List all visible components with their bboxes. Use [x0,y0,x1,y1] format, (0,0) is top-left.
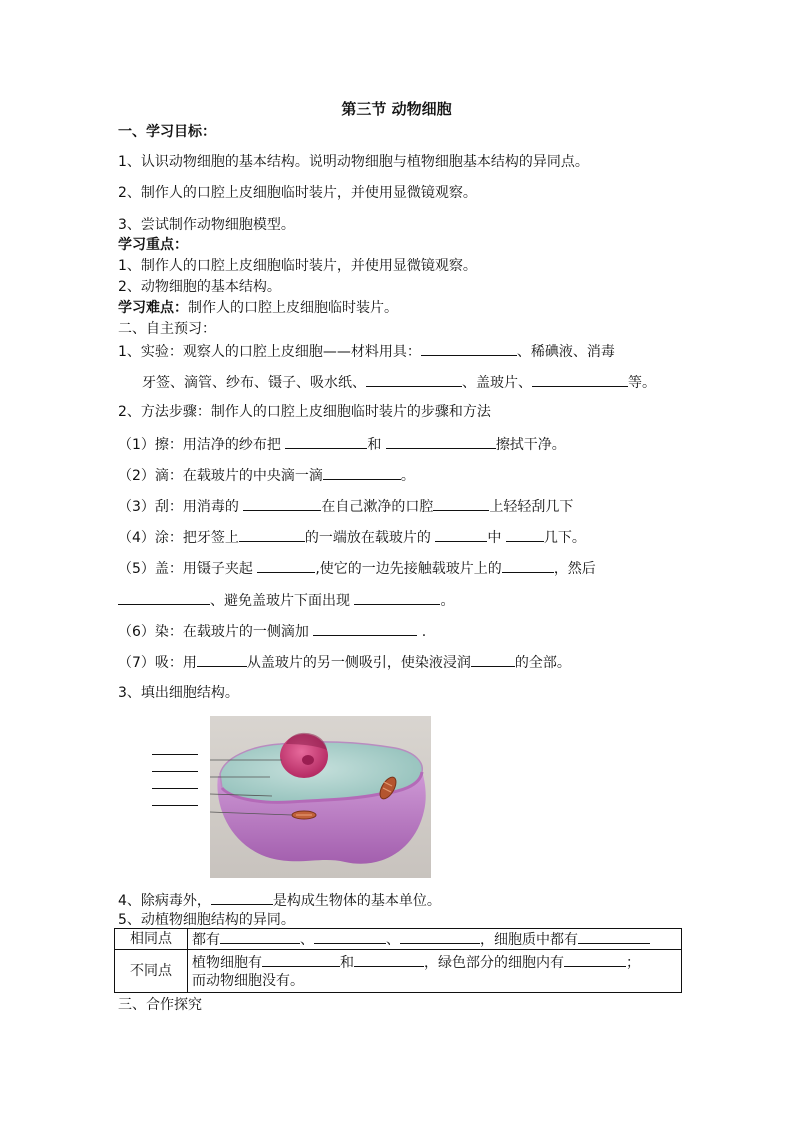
step-3-text-b: 在自己漱净的口腔 [321,499,434,515]
animal-cell-illustration [210,716,431,878]
blank-s2-1[interactable] [323,465,401,480]
q2-heading: 2、方法步骤：制作人的口腔上皮细胞临时装片的步骤和方法 [118,404,491,420]
diff-text-c: ，绿色部分的细胞内有 [424,955,564,971]
q1-text-b: 、稀碘液、消毒 [516,344,615,360]
same-text-b: 、 [300,932,314,948]
step-1-text-b: 和 [367,437,386,453]
step-7-text-c: 的全部。 [514,655,571,671]
step-5-line-1 [118,558,596,578]
animal-cell-diagram [210,716,431,878]
step-5-text-b: ,使它的一边先接触载玻片上的 [315,561,502,577]
blank-s5-1[interactable] [257,558,315,573]
q1-text-a: 1、实验：观察人的口腔上皮细胞——材料用具： [118,344,421,360]
blank-s7-2[interactable] [471,652,515,667]
blank-diff-2[interactable] [354,952,424,967]
blank-s5-4[interactable] [354,590,440,605]
diff-text-b: 和 [340,955,354,971]
q4-line [118,890,441,910]
blank-diff-3[interactable] [564,952,626,967]
goal-item-3: 3、尝试制作动物细胞模型。 [118,217,295,233]
step-3-text-a: （3）刮：用消毒的 [118,499,244,515]
goal-item-1: 1、认识动物细胞的基本结构。说明动物细胞与植物细胞基本结构的异同点。 [118,154,589,170]
difficulty-line [118,299,398,317]
key-points-heading: 学习重点： [118,237,188,253]
blank-s6-1[interactable] [313,621,417,636]
q1-text-e: 等。 [628,375,656,391]
blank-diff-1[interactable] [262,952,340,967]
blank-same-4[interactable] [578,929,650,944]
step-4-text-b: 的一端放在载玻片的 [304,530,436,546]
goal-item-2: 2、制作人的口腔上皮细胞临时装片，并使用显微镜观察。 [118,185,477,201]
diagram-label-blank-1[interactable] [152,754,198,755]
step-1-text-a: （1）擦：用洁净的纱布把 [118,437,286,453]
row-content-diff [188,950,682,993]
step-6 [118,621,426,641]
q4-text-a: 4、除病毒外， [118,893,211,909]
step-2 [118,465,415,485]
row-head-diff: 不同点 [115,950,188,993]
difficulty-heading: 学习难点： [118,300,188,316]
step-7-text-b: 从盖玻片的另一侧吸引，使染液浸润 [246,655,471,671]
step-4 [118,527,586,547]
step-4-text-d: 几下。 [543,530,586,546]
diff-text-a: 植物细胞有 [192,955,262,971]
step-1-text-c: 擦拭干净。 [495,437,566,453]
blank-s4-3[interactable] [506,527,544,542]
diagram-label-blank-3[interactable] [152,788,198,789]
blank-q1-2[interactable] [366,372,462,387]
q1-line-1 [118,341,615,361]
step-6-text-a: （6）染：在载玻片的一侧滴加 [118,624,314,640]
blank-s7-1[interactable] [197,652,247,667]
difficulty-text: 制作人的口腔上皮细胞临时装片。 [188,300,398,316]
blank-s3-2[interactable] [433,496,489,511]
same-text-a: 都有 [192,932,220,948]
blank-same-3[interactable] [400,929,480,944]
q3-text: 3、填出细胞结构。 [118,685,239,701]
step-1 [118,434,566,454]
step-2-text-b: 。 [400,468,415,484]
q5-text: 5、动植物细胞结构的异同。 [118,912,295,928]
row-content-same [188,929,682,950]
page-title: 第三节 动物细胞 [341,100,452,118]
step-5-text-c: ，然后 [553,561,596,577]
same-text-d: ，细胞质中都有 [480,932,578,948]
blank-s4-2[interactable] [435,527,487,542]
diff-text-d: ； [626,955,640,971]
step-3 [118,496,573,516]
blank-q4-1[interactable] [211,890,273,905]
blank-s1-1[interactable] [285,434,367,449]
step-5-line-2 [118,590,454,610]
comparison-table [114,928,682,993]
preview-heading: 二、自主预习： [118,321,216,337]
q1-line-2 [142,372,656,392]
blank-s3-1[interactable] [243,496,321,511]
step-2-text-a: （2）滴：在载玻片的中央滴一滴 [118,468,323,484]
diff-text-e: 而动物细胞没有。 [192,973,304,989]
step-5-text-e: 。 [440,593,455,609]
q1-text-c: 牙签、滴管、纱布、镊子、吸水纸、 [142,375,366,391]
section3-heading: 三、合作探究 [118,997,202,1013]
row-head-same: 相同点 [115,929,188,950]
diagram-label-blank-4[interactable] [152,805,198,806]
q1-text-d: 、盖玻片、 [462,375,532,391]
step-7-text-a: （7）吸：用 [118,655,197,671]
step-3-text-c: 上轻轻刮几下 [489,499,574,515]
nucleolus-shape [302,755,314,765]
blank-q1-1[interactable] [421,341,517,356]
diagram-label-blank-2[interactable] [152,771,198,772]
step-4-text-a: （4）涂：把牙签上 [118,530,239,546]
table-row-diff [115,950,682,993]
same-text-c: 、 [386,932,400,948]
blank-s4-1[interactable] [239,527,305,542]
step-5-text-d: 、避免盖玻片下面出现 [210,593,355,609]
step-7 [118,652,571,672]
key-point-1: 1、制作人的口腔上皮细胞临时装片，并使用显微镜观察。 [118,258,477,274]
blank-same-2[interactable] [314,929,386,944]
goals-heading: 一、学习目标： [118,124,216,140]
step-5-text-a: （5）盖：用镊子夹起 [118,561,258,577]
blank-s5-3[interactable] [118,590,210,605]
key-point-2: 2、动物细胞的基本结构。 [118,279,281,295]
step-6-text-b: . [417,624,427,640]
blank-s1-2[interactable] [386,434,496,449]
blank-s5-2[interactable] [502,558,554,573]
blank-same-1[interactable] [220,929,300,944]
q4-text-b: 是构成生物体的基本单位。 [272,893,441,909]
table-row-same [115,929,682,950]
blank-q1-3[interactable] [532,372,628,387]
step-4-text-c: 中 [487,530,506,546]
